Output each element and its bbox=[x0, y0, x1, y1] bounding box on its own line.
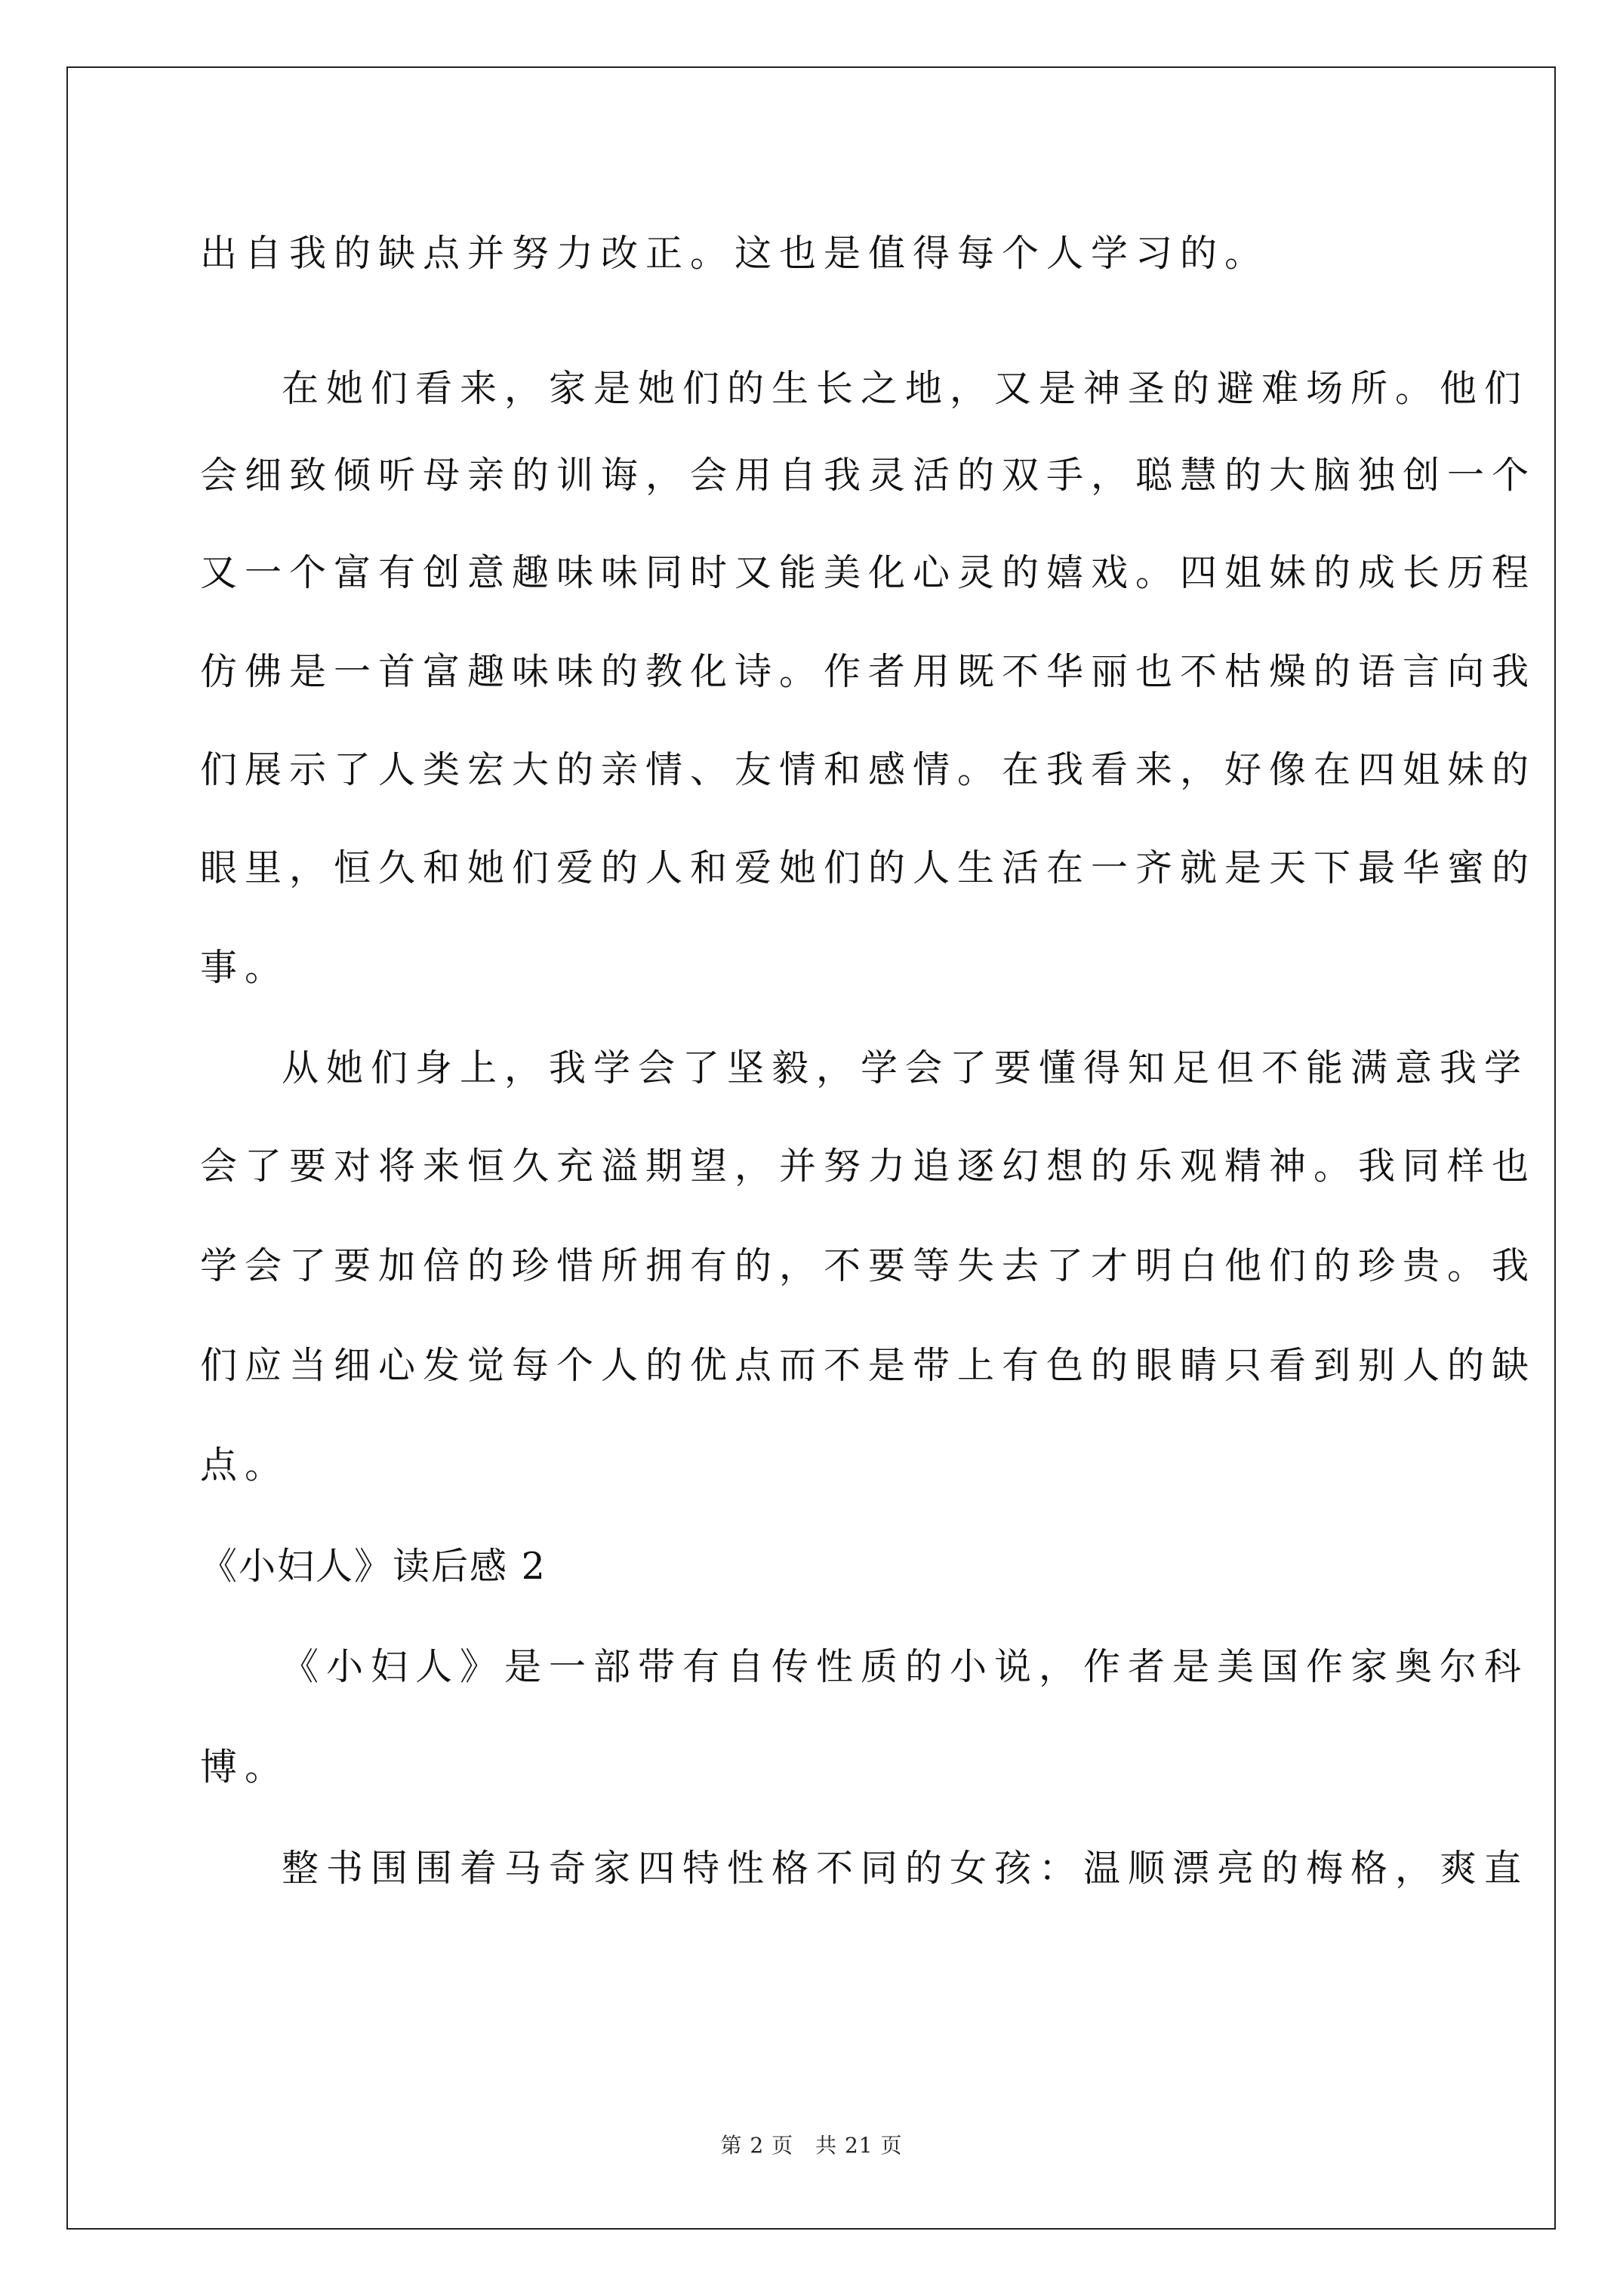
text-line: 会了要对将来恒久充溢期望，并努力追逐幻想的乐观精神。我同样也 bbox=[200, 1145, 1537, 1188]
paragraph-start-line: 整书围围着马奇家四特性格不同的女孩：温顺漂亮的梅格，爽直 bbox=[282, 1847, 1529, 1890]
text-line: 仿佛是一首富趣味味的教化诗。作者用既不华丽也不枯燥的语言向我 bbox=[200, 650, 1537, 693]
text-line: 又一个富有创意趣味味同时又能美化心灵的嬉戏。四姐妹的成长历程 bbox=[200, 551, 1537, 594]
text-line: 眼里，恒久和她们爱的人和爱她们的人生活在一齐就是天下最华蜜的 bbox=[200, 846, 1537, 889]
text-line: 出自我的缺点并努力改正。这也是值得每个人学习的。 bbox=[200, 232, 1270, 275]
text-line: 博。 bbox=[200, 1746, 290, 1789]
text-line: 学会了要加倍的珍惜所拥有的，不要等失去了才明白他们的珍贵。我 bbox=[200, 1244, 1537, 1287]
paragraph-start-line: 在她们看来，家是她们的生长之地，又是神圣的避难场所。他们 bbox=[282, 367, 1529, 410]
text-line: 点。 bbox=[200, 1444, 290, 1487]
text-line: 们应当细心发觉每个人的优点而不是带上有色的眼睛只看到别人的缺 bbox=[200, 1344, 1537, 1387]
text-line: 会细致倾听母亲的训诲，会用自我灵活的双手，聪慧的大脑独创一个 bbox=[200, 454, 1537, 497]
text-line: 事。 bbox=[200, 946, 290, 989]
section-heading: 《小妇人》读后感 2 bbox=[200, 1545, 547, 1588]
text-line: 们展示了人类宏大的亲情、友情和感情。在我看来，好像在四姐妹的 bbox=[200, 748, 1537, 791]
paragraph-start-line: 从她们身上，我学会了坚毅，学会了要懂得知足但不能满意我学 bbox=[282, 1046, 1529, 1089]
page-footer: 第 2 页 共 21 页 bbox=[720, 2133, 903, 2158]
paragraph-start-line: 《小妇人》是一部带有自传性质的小说，作者是美国作家奥尔科 bbox=[282, 1645, 1529, 1688]
